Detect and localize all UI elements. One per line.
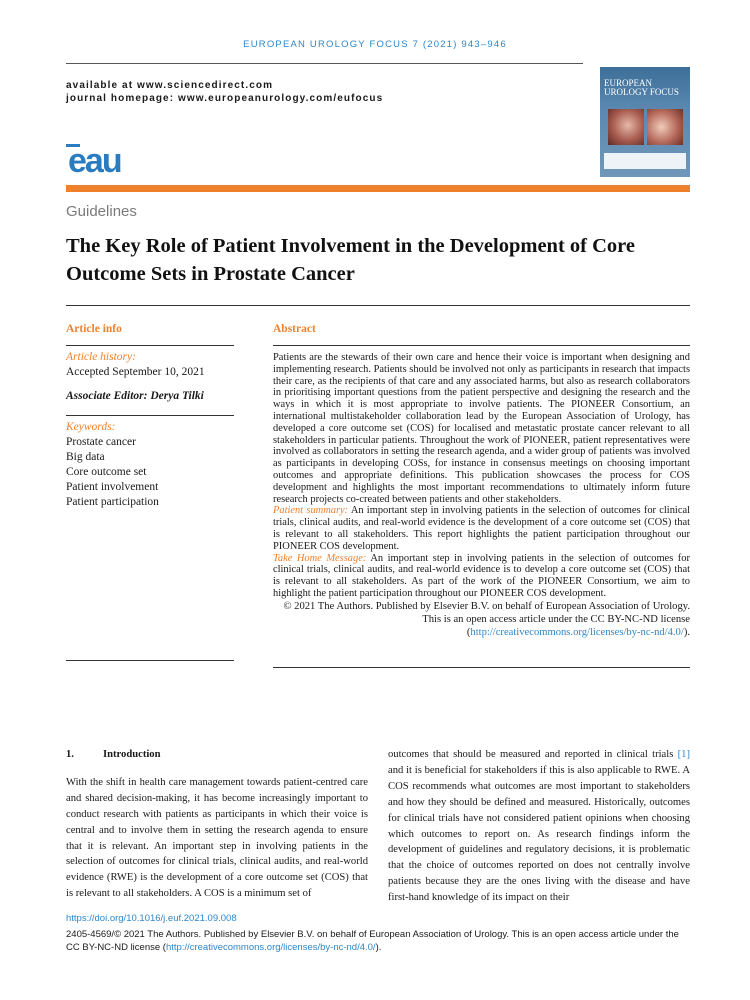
svg-text:eau: eau bbox=[68, 142, 121, 176]
keyword-item: Big data bbox=[66, 451, 105, 463]
abstract-body bbox=[273, 352, 690, 639]
patient-summary-label: Patient summary: bbox=[273, 505, 349, 517]
section-heading: 1. Introduction bbox=[66, 749, 161, 760]
body-paragraph: With the shift in health care management towards patient-centred care and shared decision-making, it has become increasingly important to conduct research with patients as participants in which their voice is central and to involve them in setting the research agenda to ensure that it is relevant. An important step in involving patients in the selection of outcomes for clinical trials, clinical audits, and real-world evidence (RWE) is the development of a core outcome set (COS) that is relevant to all stakeholders. A COS is a minimum set of bbox=[66, 776, 368, 900]
journal-reference: EUROPEAN UROLOGY FOCUS 7 (2021) 943–946 bbox=[243, 39, 507, 50]
cover-title: EUROPEAN UROLOGY FOCUS bbox=[604, 78, 679, 97]
associate-editor: Associate Editor: Derya Tilki bbox=[66, 390, 204, 402]
accepted-date: Accepted September 10, 2021 bbox=[66, 366, 205, 378]
cover-image-left bbox=[608, 109, 644, 145]
take-home-message: Take Home Message: An important step in involving patients in the selection of outcomes for clinical trials, clinical audits, and real-world evidence is to develop a core outcome set (COS) that is relevant to all stakeholders. As part of the work of the PIONEER Consortium, we aim to highlight the patient participation throughout our PIONEER COS development. bbox=[273, 552, 690, 599]
accent-bar bbox=[66, 185, 690, 192]
availability-block bbox=[66, 79, 383, 105]
section-type: Guidelines bbox=[66, 203, 137, 220]
homepage-line[interactable]: journal homepage: www.europeanurology.com/eufocus bbox=[66, 93, 384, 104]
info-rule bbox=[66, 345, 234, 346]
sciencedirect-line[interactable]: available at www.sciencedirect.com bbox=[66, 80, 274, 91]
cover-image-right bbox=[647, 109, 683, 145]
info-rule bbox=[66, 660, 234, 661]
abstract-rule bbox=[273, 667, 690, 668]
header-rule bbox=[66, 63, 583, 64]
license-link[interactable]: http://creativecommons.org/licenses/by-nc-nd/4.0/ bbox=[470, 626, 684, 638]
cover-footer bbox=[604, 153, 686, 169]
abstract-copyright: © 2021 The Authors. Published by Elsevier B.V. on behalf of European Association of Urology. This is an open access article under the CC BY-NC-ND license (http://creativecommons.org/licenses/by-nc-nd/4.0/). bbox=[283, 600, 690, 638]
abstract-heading: Abstract bbox=[273, 323, 316, 335]
issn-copyright: 2405-4569/© 2021 The Authors. Published by Elsevier B.V. on behalf of European Association of Urology. This is an open access article under the CC BY-NC-ND license (http://creativecommons.org/licenses/by-nc-nd/4.0/). bbox=[66, 929, 679, 953]
keyword-list bbox=[66, 435, 159, 510]
history-label: Article history: bbox=[66, 351, 136, 363]
footer-license-link[interactable]: http://creativecommons.org/licenses/by-nc-nd/4.0/ bbox=[165, 942, 376, 953]
take-home-label: Take Home Message: bbox=[273, 552, 367, 564]
citation-link[interactable]: [1] bbox=[677, 749, 690, 760]
article-info-heading: Article info bbox=[66, 323, 122, 335]
body-column-left bbox=[66, 747, 368, 902]
body-column-right bbox=[388, 747, 690, 906]
doi-link[interactable]: https://doi.org/10.1016/j.euf.2021.09.008 bbox=[66, 913, 237, 924]
keyword-item: Patient involvement bbox=[66, 481, 159, 493]
keyword-item: Patient participation bbox=[66, 496, 159, 508]
info-rule bbox=[66, 415, 234, 416]
abstract-text: Patients are the stewards of their own care and hence their voice is important when designing and implementing research. Patients should be involved not only as participants in research that impacts their care, as the recipients of that care and any associated harms, but also as research collaborators in prioritising important questions from the patient perspective and designing the research and the ways in which it is most appropriate to involve patients. The PIONEER Consortium, an international multistakeholder collaboration lead by the European Association of Urology, has developed a core outcome set (COS) for localised and metastatic prostate cancer relevant to all stakeholders in particular patients. Throughout the work of PIONEER, patient representatives were involved as collaborators in setting the research agenda, and a wider group of patients was involved as participants in developing COSs, for instance in consensus meetings on choosing important outcomes and appropriate definitions. This publication showcases the process for COS development and highlights the most important recommendations to ultimately inform future research projects co-created between patients and other stakeholders. bbox=[273, 352, 690, 505]
abstract-rule bbox=[273, 345, 690, 346]
eau-logo-icon bbox=[66, 142, 140, 176]
journal-cover-thumbnail[interactable] bbox=[600, 67, 690, 177]
keyword-item: Core outcome set bbox=[66, 466, 147, 478]
patient-summary: Patient summary: An important step in involving patients in the selection of outcomes for clinical trials, clinical audits, and real-world evidence is the development of a core outcome set (COS) that is relevant to all stakeholders. This report highlights the patient participation throughout our PIONEER COS development. bbox=[273, 505, 690, 552]
title-rule bbox=[66, 305, 690, 306]
body-paragraph: outcomes that should be measured and reported in clinical trials [1] and it is beneficial for stakeholders if this is also applicable to RWE. A COS recommends what outcomes are most important to stakeholders and how they should be defined and measured. Historically, outcomes for clinical trials have not considered patient opinions when choosing which outcomes to report on. As research findings inform the development of guidelines and regulatory decisions, it is problematic that the choice of outcomes reported on does not centrally involve patients because they are the ones living with the disease and have first-hand knowledge of its impact on their bbox=[388, 749, 690, 904]
keywords-label: Keywords: bbox=[66, 421, 116, 433]
keyword-item: Prostate cancer bbox=[66, 436, 136, 448]
article-title: The Key Role of Patient Involvement in the Development of Core Outcome Sets in Prostate Cancer bbox=[66, 235, 635, 285]
